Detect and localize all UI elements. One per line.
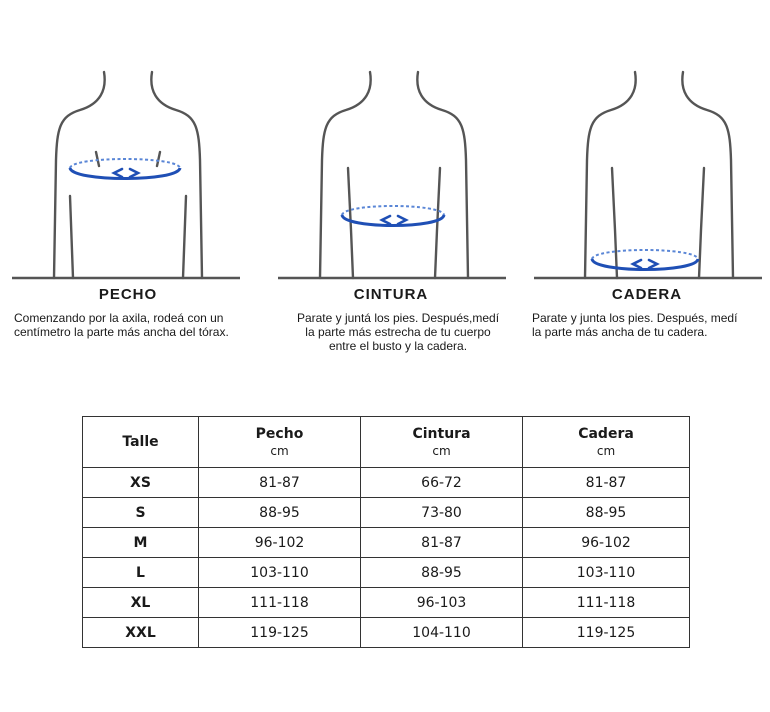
cadera-cell: 103-110 bbox=[523, 558, 690, 588]
size-cell: L bbox=[83, 558, 199, 588]
guide-line: Parate y junta los pies. Después, medí bbox=[532, 311, 738, 325]
header-label: Pecho bbox=[255, 426, 304, 442]
cadera-cell: 88-95 bbox=[523, 498, 690, 528]
guide-title: PECHO bbox=[98, 286, 158, 303]
guide-line: Parate y juntá los pies. Después,medí bbox=[296, 311, 500, 325]
cintura-cell: 66-72 bbox=[361, 468, 523, 498]
guide-pecho bbox=[0, 0, 256, 360]
cadera-cell: 81-87 bbox=[523, 468, 690, 498]
guide-description bbox=[532, 311, 768, 339]
pecho-cell: 96-102 bbox=[199, 528, 361, 558]
guide-line: centímetro la parte más ancha del tórax. bbox=[14, 325, 229, 339]
header-unit: cm bbox=[270, 444, 289, 458]
cintura-cell: 88-95 bbox=[361, 558, 523, 588]
cintura-cell: 104-110 bbox=[361, 618, 523, 648]
cintura-cell: 96-103 bbox=[361, 588, 523, 618]
torso-chest-figure bbox=[0, 0, 256, 285]
hip-tape-icon bbox=[592, 250, 698, 270]
header-pecho bbox=[199, 417, 361, 468]
guide-line: entre el busto y la cadera. bbox=[328, 339, 468, 353]
waist-tape-icon bbox=[342, 206, 444, 226]
header-unit: cm bbox=[432, 444, 451, 458]
guide-description bbox=[280, 311, 516, 353]
guide-line: la parte más estrecha de tu cuerpo bbox=[305, 325, 491, 339]
pecho-cell: 103-110 bbox=[199, 558, 361, 588]
table-row bbox=[83, 558, 690, 588]
header-cadera bbox=[523, 417, 690, 468]
table-row bbox=[83, 588, 690, 618]
guide-title: CADERA bbox=[611, 286, 683, 303]
table-row bbox=[83, 618, 690, 648]
guide-title: CINTURA bbox=[353, 286, 429, 303]
torso-waist-figure bbox=[268, 0, 514, 285]
cadera-cell: 96-102 bbox=[523, 528, 690, 558]
size-chart-table bbox=[82, 416, 690, 648]
table-row bbox=[83, 498, 690, 528]
guide-line: la parte más ancha de tu cadera. bbox=[532, 325, 708, 339]
size-cell: M bbox=[83, 528, 199, 558]
size-cell: XL bbox=[83, 588, 199, 618]
header-label: Talle bbox=[122, 434, 159, 450]
table-row bbox=[83, 528, 690, 558]
pecho-cell: 81-87 bbox=[199, 468, 361, 498]
table-row bbox=[83, 468, 690, 498]
header-label: Cadera bbox=[578, 426, 634, 442]
table-header-row bbox=[83, 417, 690, 468]
header-label: Cintura bbox=[412, 426, 471, 442]
size-cell: XS bbox=[83, 468, 199, 498]
pecho-cell: 111-118 bbox=[199, 588, 361, 618]
cadera-cell: 111-118 bbox=[523, 588, 690, 618]
size-cell: S bbox=[83, 498, 199, 528]
guide-cadera bbox=[524, 0, 770, 360]
chest-tape-icon bbox=[70, 159, 180, 179]
guide-cintura bbox=[268, 0, 514, 360]
size-cell: XXL bbox=[83, 618, 199, 648]
pecho-cell: 119-125 bbox=[199, 618, 361, 648]
cintura-cell: 81-87 bbox=[361, 528, 523, 558]
header-unit: cm bbox=[596, 444, 616, 458]
torso-hip-figure bbox=[524, 0, 770, 285]
cadera-cell: 119-125 bbox=[523, 618, 690, 648]
pecho-cell: 88-95 bbox=[199, 498, 361, 528]
guide-description bbox=[14, 311, 254, 339]
cintura-cell: 73-80 bbox=[361, 498, 523, 528]
guide-line: Comenzando por la axila, rodeá con un bbox=[14, 311, 224, 325]
header-cintura bbox=[361, 417, 523, 468]
header-talle bbox=[83, 417, 199, 468]
